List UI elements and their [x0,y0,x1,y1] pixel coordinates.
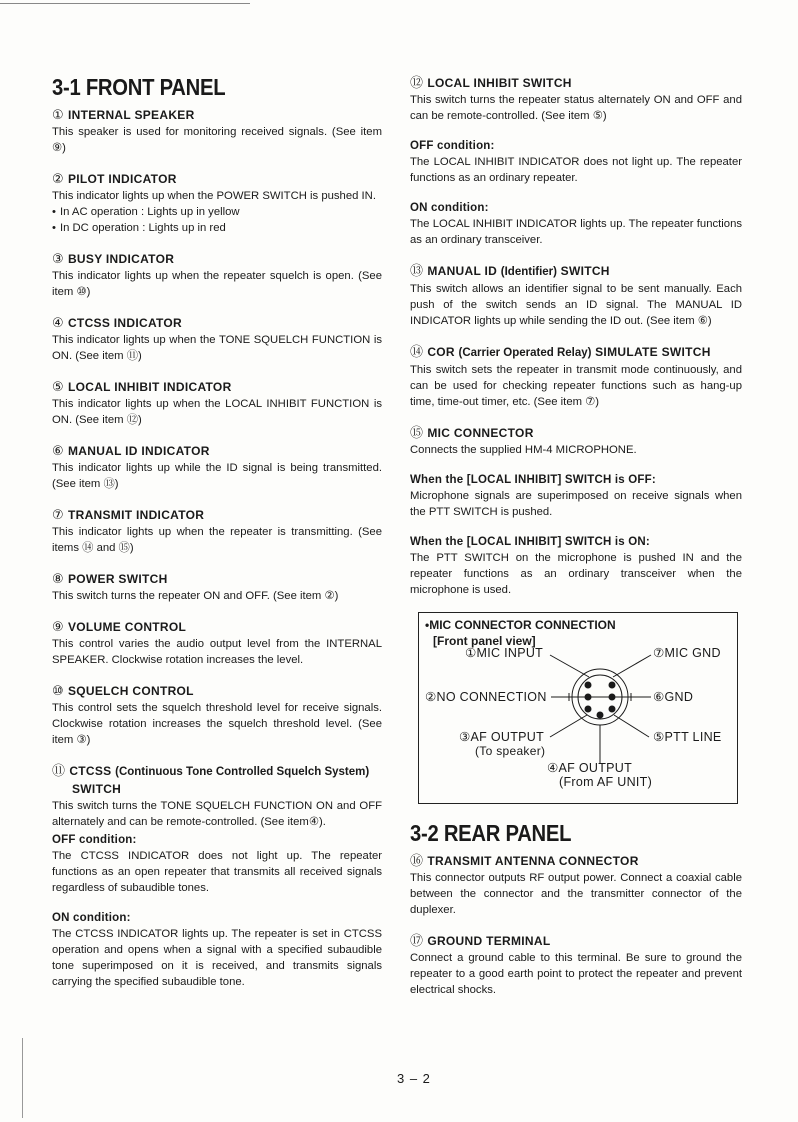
item-cor-switch [410,343,742,410]
bullet-dc: • In DC operation : Lights up in red [52,220,382,236]
item-number: ⑪ [52,763,66,778]
item-number: ⑧ [52,571,64,586]
item-body: This switch turns the repeater status alternately ON and OFF and can be remote-controlled. (See item ⑤) [410,94,742,122]
item-title: MIC CONNECTOR [427,426,534,440]
on-condition-label: ON condition: [410,202,489,214]
mic-connector-diagram [418,612,738,804]
item-subtitle: (Continuous Tone Controlled Squelch System) [115,766,370,778]
pin-3-note: (To speaker) [475,744,546,758]
item-title: LOCAL INHIBIT INDICATOR [67,380,232,394]
item-power-switch [52,570,382,604]
item-body: This indicator lights up while the ID signal is being transmitted. (See item ⑬) [52,462,382,490]
item-number: ⑨ [52,619,64,634]
item-title: VOLUME CONTROL [67,620,187,634]
item-body: Connects the supplied HM-4 MICROPHONE. [410,444,637,456]
off-condition-body: The CTCSS INDICATOR does not light up. The repeater functions as an open repeater that transmits all received signals regardless of subaudible tones. [52,850,382,894]
on-condition-label: When the [LOCAL INHIBIT] SWITCH is ON: [410,536,650,548]
pin-7-label: ⑦MIC GND [653,646,721,660]
pin-3 [585,706,592,713]
item-number: ⑦ [52,507,64,522]
diagram-heading: •MIC CONNECTOR CONNECTION [425,618,616,632]
rear-panel-title: 3-2 REAR PANEL [410,820,572,846]
on-condition-body: The PTT SWITCH on the microphone is pushed IN and the repeater functions as an ordinary transceiver when the microphone is used. [410,552,742,596]
item-ground-terminal [410,932,742,998]
item-number: ③ [52,251,64,266]
pin-5-label: ⑤PTT LINE [653,730,722,744]
front-panel-title: 3-1 FRONT PANEL [52,74,226,100]
item-title-cont: SWITCH [72,782,122,796]
item-title-cont: SWITCH [560,264,610,278]
item-number: ⑮ [410,425,424,440]
item-subtitle: (Identifier) [500,266,557,278]
item-title: POWER SWITCH [67,572,168,586]
left-column [52,74,382,1004]
item-number: ⑯ [410,853,424,868]
item-body: This switch allows an identifier signal to be sent manually. Each push of the switch sends an ID signal. The MANUAL ID INDICATOR lights up while sending the ID out. (See item ⑥) [410,283,742,327]
off-condition-label: When the [LOCAL INHIBIT] SWITCH is OFF: [410,474,656,486]
item-internal-speaker [52,106,382,156]
item-squelch-control [52,682,382,748]
item-ctcss-switch [52,762,382,990]
item-body: This control sets the squelch threshold level for receive signals. Clockwise rotation increases the squelch threshold level. (See item ③) [52,702,382,746]
pin-4-note: (From AF UNIT) [559,775,653,789]
item-title: GROUND TERMINAL [427,934,551,948]
item-title: MANUAL ID INDICATOR [67,444,210,458]
off-condition-label: OFF condition: [52,834,137,846]
on-condition-body: The CTCSS INDICATOR lights up. The repeater is set in CTCSS operation and opens when a signal with a specified subaudible tone superimposed on it is received, and transmits signals carrying the specified subaudible tone. [52,928,382,988]
item-body: This indicator lights up when the repeater is transmitting. (See items ⑭ and ⑮) [52,526,382,554]
item-body: This connector outputs RF output power. Connect a coaxial cable between the connector and the transmitter connector of the duplexer. [410,872,742,916]
item-body: This indicator lights up when the LOCAL INHIBIT FUNCTION is ON. (See item ⑫) [52,398,382,426]
item-body: This switch turns the repeater ON and OFF. (See item ②) [52,590,339,602]
item-transmit-indicator [52,506,382,556]
item-local-inhibit-indicator [52,378,382,428]
pin-2 [585,694,592,701]
item-title: CTCSS INDICATOR [67,316,183,330]
item-number: ④ [52,315,64,330]
off-condition-label: OFF condition: [410,140,495,152]
item-title: TRANSMIT ANTENNA CONNECTOR [427,854,639,868]
item-number: ⑭ [410,344,424,359]
off-condition-body: The LOCAL INHIBIT INDICATOR does not light up. The repeater functions as an ordinary repeater. [410,156,742,184]
item-title: COR [427,345,455,359]
pin-5 [609,706,616,713]
item-body: This indicator lights up when the POWER SWITCH is pushed IN. [52,190,376,202]
item-body: This control varies the audio output level from the INTERNAL SPEAKER. Clockwise rotation increases the level. [52,638,382,666]
pin-2-label: ②NO CONNECTION [425,690,547,704]
item-title: CTCSS [69,764,112,778]
scan-edge-line [0,3,250,4]
bullet-ac: • In AC operation : Lights up in yellow [52,204,382,220]
pin-1 [585,682,592,689]
item-title: LOCAL INHIBIT SWITCH [427,76,572,90]
right-column [410,74,742,1012]
item-number: ⑥ [52,443,64,458]
item-mic-connector [410,424,742,598]
item-local-inhibit-switch [410,74,742,248]
item-number: ② [52,171,64,186]
off-condition-body: Microphone signals are superimposed on receive signals when the PTT SWITCH is pushed. [410,490,742,518]
item-title: MANUAL ID [427,264,498,278]
item-number: ⑬ [410,263,424,278]
item-title: BUSY INDICATOR [67,252,175,266]
bullet-list [52,204,382,236]
item-volume-control [52,618,382,668]
item-number: ⑤ [52,379,64,394]
pin-6 [609,694,616,701]
item-title: PILOT INDICATOR [67,172,177,186]
pin-3-label: ③AF OUTPUT [459,730,545,744]
item-number: ⑰ [410,933,424,948]
on-condition-label: ON condition: [52,912,131,924]
page-number: 3 – 2 [397,1071,431,1086]
item-title: SQUELCH CONTROL [67,684,194,698]
item-body: This indicator lights up when the TONE SQUELCH FUNCTION is ON. (See item ⑪) [52,334,382,362]
margin-line [22,1038,23,1118]
pin-4-label: ④AF OUTPUT [547,761,633,775]
item-title: INTERNAL SPEAKER [67,108,195,122]
item-manual-id-indicator [52,442,382,492]
item-body: This indicator lights up when the repeater squelch is open. (See item ⑩) [52,270,382,298]
pin-6-label: ⑥GND [653,690,694,704]
item-body: This switch sets the repeater in transmit mode continuously, and can be used for checking repeater functions such as hang-up time, time-out timer, etc. (See item ⑦) [410,364,742,408]
item-pilot-indicator [52,170,382,236]
item-title: TRANSMIT INDICATOR [67,508,205,522]
item-subtitle: (Carrier Operated Relay) [458,347,592,359]
item-manual-id-switch [410,262,742,329]
item-number: ① [52,107,64,122]
item-number: ⑫ [410,75,424,90]
item-transmit-antenna-connector [410,852,742,918]
on-condition-body: The LOCAL INHIBIT INDICATOR lights up. The repeater functions as an ordinary transceiver. [410,218,742,246]
diagram-subheading: [Front panel view] [433,634,536,648]
item-busy-indicator [52,250,382,300]
pin-7 [609,682,616,689]
item-body: Connect a ground cable to this terminal. Be sure to ground the repeater to a good earth point to protect the repeater and prevent electrical shocks. [410,952,742,996]
item-number: ⑩ [52,683,64,698]
pin-4 [597,712,604,719]
item-body: This switch turns the TONE SQUELCH FUNCTION ON and OFF alternately and can be remote-controlled. (See item④). [52,800,382,828]
item-body: This speaker is used for monitoring received signals. (See item ⑨) [52,126,382,154]
item-title-cont: SIMULATE SWITCH [595,345,711,359]
pin-1-label: ①MIC INPUT [465,646,544,660]
item-ctcss-indicator [52,314,382,364]
